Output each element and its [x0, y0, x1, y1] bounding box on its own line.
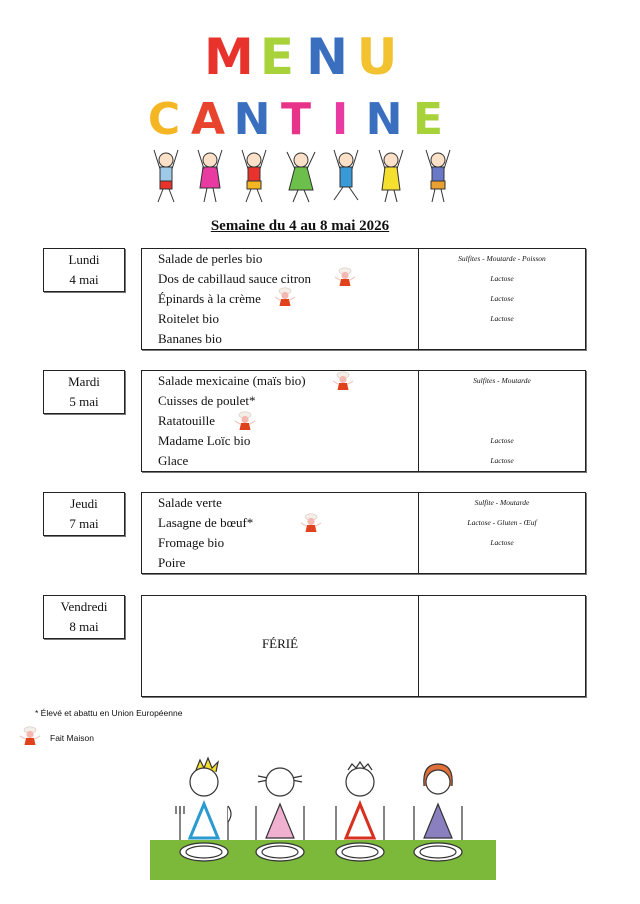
menu-cantine-logo	[138, 28, 468, 204]
dish: Poire	[158, 555, 186, 570]
logo-letter: U	[356, 28, 398, 86]
day-date: 7 mai	[69, 516, 99, 531]
column-divider	[418, 249, 419, 349]
chef-icon	[274, 287, 296, 307]
logo-letter: E	[412, 94, 444, 145]
day-label-mardi	[43, 370, 125, 414]
allergen-info: Lactose	[490, 294, 514, 303]
child-figure	[154, 150, 450, 202]
dish: Dos de cabillaud sauce citron	[158, 271, 312, 286]
footnote-origin: * Élevé et abattu en Union Européenne	[35, 708, 183, 718]
allergen-info: Sulfite - Moutarde	[474, 498, 530, 507]
chef-icon	[332, 371, 354, 391]
dish: Salade mexicaine (maïs bio)	[158, 373, 306, 388]
column-divider	[418, 371, 419, 471]
holiday-label: FÉRIÉ	[261, 636, 299, 651]
logo-letter: M	[204, 28, 254, 86]
logo-word-cantine	[144, 94, 448, 145]
logo-word-menu	[204, 28, 400, 86]
day-label-lundi	[43, 248, 125, 292]
dish: Roitelet bio	[158, 311, 220, 326]
allergen-info: Lactose	[490, 314, 514, 323]
menu-box-mardi	[141, 370, 586, 472]
logo-letter: E	[259, 28, 295, 86]
chef-icon	[234, 411, 256, 431]
day-date: 4 mai	[69, 272, 99, 287]
allergen-info: Lactose	[490, 274, 514, 283]
children-at-table-illustration	[148, 756, 500, 882]
legend-homemade-label: Fait Maison	[50, 733, 94, 743]
day-name: Lundi	[68, 252, 100, 267]
allergen-info: Sulfites - Moutarde	[473, 376, 531, 385]
allergen-info: Lactose	[490, 456, 514, 465]
chef-icon	[18, 726, 42, 746]
menu-box-jeudi	[141, 492, 586, 574]
dish: Épinards à la crème	[158, 291, 261, 306]
dish: Salade de perles bio	[158, 251, 263, 266]
logo-letter: N	[306, 28, 348, 86]
day-name: Mardi	[68, 374, 100, 389]
dish: Cuisses de poulet*	[158, 393, 256, 408]
chef-icon	[300, 513, 322, 533]
dish: Fromage bio	[158, 535, 225, 550]
allergen-info: Sulfites - Moutarde - Poisson	[458, 254, 546, 263]
dish: Glace	[158, 453, 189, 468]
dish: Madame Loïc bio	[158, 433, 251, 448]
allergen-info: Lactose - Gluten - Œuf	[467, 518, 537, 527]
week-title: Semaine du 4 au 8 mai 2026	[210, 218, 390, 234]
menu-box-vendredi	[141, 595, 586, 697]
menu-box-lundi	[141, 248, 586, 350]
column-divider	[418, 596, 419, 696]
day-date: 8 mai	[69, 619, 99, 634]
allergen-info: Lactose	[490, 436, 514, 445]
day-label-vendredi	[43, 595, 125, 639]
logo-letter: A	[190, 94, 226, 145]
day-name: Vendredi	[60, 599, 108, 614]
dish: Lasagne de bœuf*	[158, 515, 254, 530]
dish: Ratatouille	[158, 413, 216, 428]
dish: Bananes bio	[158, 331, 222, 346]
column-divider	[418, 493, 419, 573]
day-date: 5 mai	[69, 394, 99, 409]
logo-letter: T	[280, 94, 311, 145]
dish: Salade verte	[158, 495, 222, 510]
day-name: Jeudi	[70, 496, 98, 511]
allergen-info: Lactose	[490, 538, 514, 547]
chef-icon	[334, 267, 356, 287]
day-label-jeudi	[43, 492, 125, 536]
logo-letter: I	[331, 94, 349, 145]
children-illustration	[146, 146, 466, 204]
logo-letter: N	[365, 94, 403, 145]
logo-letter: N	[233, 94, 271, 145]
logo-letter: C	[147, 94, 181, 145]
